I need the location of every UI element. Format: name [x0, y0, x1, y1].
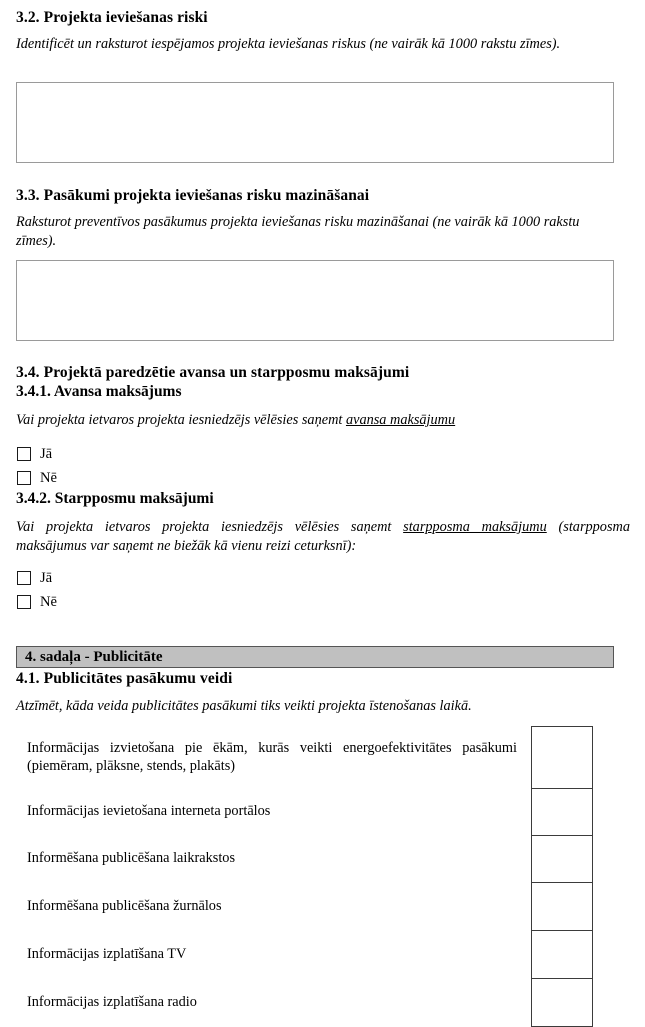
measure-checkbox-cell-0[interactable]	[532, 727, 593, 789]
section-3-3	[16, 187, 614, 204]
table-row	[15, 789, 593, 836]
section-3-2	[16, 9, 614, 26]
measure-label-5: Informācijas izplatīšana radio	[27, 993, 197, 1010]
measure-label-1: Informācijas ievietošana interneta portālos	[27, 803, 271, 820]
measure-label-2: Informēšana publicēšana laikrakstos	[27, 850, 236, 867]
section-3-4-2-instruction-underlined: starpposma maksājumu	[403, 519, 547, 535]
section-3-2-instruction-wrapper	[16, 35, 612, 54]
section-3-4-2	[16, 490, 614, 507]
option-label-3-4-1-jaa: Jā	[40, 445, 53, 462]
section-4-banner	[16, 646, 614, 668]
section-4-1-instruction: Atzīmēt, kāda veida publicitātes pasākumi tiks veikti projekta īstenošanas laikā.	[16, 698, 472, 714]
section-3-4-1-instruction	[16, 411, 614, 430]
section-3-4-1	[16, 383, 614, 400]
table-row	[15, 836, 593, 883]
option-row-jaa-2[interactable]	[17, 566, 57, 590]
section-4-banner-label: 4. sadaļa - Publicitāte	[25, 648, 163, 665]
section-3-4-2-options	[17, 566, 57, 614]
section-3-3-instruction-wrapper	[16, 213, 614, 250]
option-row-jaa[interactable]	[17, 442, 57, 466]
section-4-1-instruction-wrapper	[16, 697, 614, 716]
section-3-3-answer-box[interactable]	[16, 260, 614, 341]
table-row	[15, 979, 593, 1027]
measure-checkbox-cell-2[interactable]	[532, 836, 593, 883]
checkbox-3-4-1-nee[interactable]	[17, 471, 31, 485]
measure-checkbox-cell-3[interactable]	[532, 883, 593, 931]
measure-checkbox-cell-5[interactable]	[532, 979, 593, 1027]
measure-checkbox-cell-1[interactable]	[532, 789, 593, 836]
option-label-3-4-2-nee: Nē	[40, 593, 58, 610]
section-3-4-1-instruction-wrapper	[16, 411, 614, 430]
measure-label-4: Informācijas izplatīšana TV	[27, 945, 187, 962]
section-3-3-heading: 3.3. Pasākumi projekta ieviešanas risku mazināšanai	[16, 187, 370, 204]
section-4-1-heading: 4.1. Publicitātes pasākumu veidi	[16, 670, 233, 687]
table-row	[15, 727, 593, 789]
section-3-4	[16, 364, 614, 381]
option-row-nee[interactable]	[17, 466, 57, 490]
section-3-4-1-heading: 3.4.1. Avansa maksājums	[16, 383, 182, 400]
section-3-4-1-options	[17, 442, 57, 490]
section-4-1	[16, 670, 614, 687]
table-row	[15, 883, 593, 931]
measure-checkbox-cell-4[interactable]	[532, 931, 593, 979]
section-3-2-answer-box[interactable]	[16, 82, 614, 163]
section-3-2-heading: 3.2. Projekta ieviešanas riski	[16, 9, 208, 26]
section-3-4-2-instruction-wrapper	[16, 518, 630, 555]
section-3-4-2-instruction-before: Vai projekta ietvaros projekta iesniedzējs vēlēsies saņemt	[16, 519, 404, 535]
section-3-4-1-instruction-underlined: avansa maksājumu	[345, 412, 456, 428]
measure-label-3: Informēšana publicēšana žurnālos	[27, 897, 222, 914]
section-3-2-instruction: Identificēt un raksturot iespējamos projekta ieviešanas riskus (ne vairāk kā 1000 rakstu zīmes).	[16, 36, 561, 52]
publicity-measures-table	[15, 726, 593, 1027]
option-label-3-4-1-nee: Nē	[40, 469, 58, 486]
checkbox-3-4-2-nee[interactable]	[17, 595, 31, 609]
table-row	[15, 931, 593, 979]
section-3-4-1-instruction-before: Vai projekta ietvaros projekta iesniedzējs vēlēsies saņemt	[16, 412, 346, 428]
section-3-4-2-heading: 3.4.2. Starpposmu maksājumi	[16, 490, 214, 507]
option-row-nee-2[interactable]	[17, 590, 57, 614]
publicity-measures-table-wrapper	[15, 726, 593, 1027]
section-3-4-heading: 3.4. Projektā paredzētie avansa un starpposmu maksājumi	[16, 364, 410, 381]
section-3-4-2-instruction	[16, 518, 630, 555]
section-3-3-instruction: Raksturot preventīvos pasākumus projekta ieviešanas risku mazināšanai (ne vairāk kā 1000 rakstu zīmes).	[16, 214, 580, 249]
section-3-4-2-instruction-after: (starpposma maksājumus var saņemt ne biežāk kā vienu reizi ceturksnī):	[16, 519, 630, 554]
checkbox-3-4-2-jaa[interactable]	[17, 571, 31, 585]
checkbox-3-4-1-jaa[interactable]	[17, 447, 31, 461]
measure-label-0: Informācijas izvietošana pie ēkām, kurās veikti energoefektivitātes pasākumi (piemēram, plāksne, stends, plakāts)	[27, 740, 517, 774]
option-label-3-4-2-jaa: Jā	[40, 569, 53, 586]
